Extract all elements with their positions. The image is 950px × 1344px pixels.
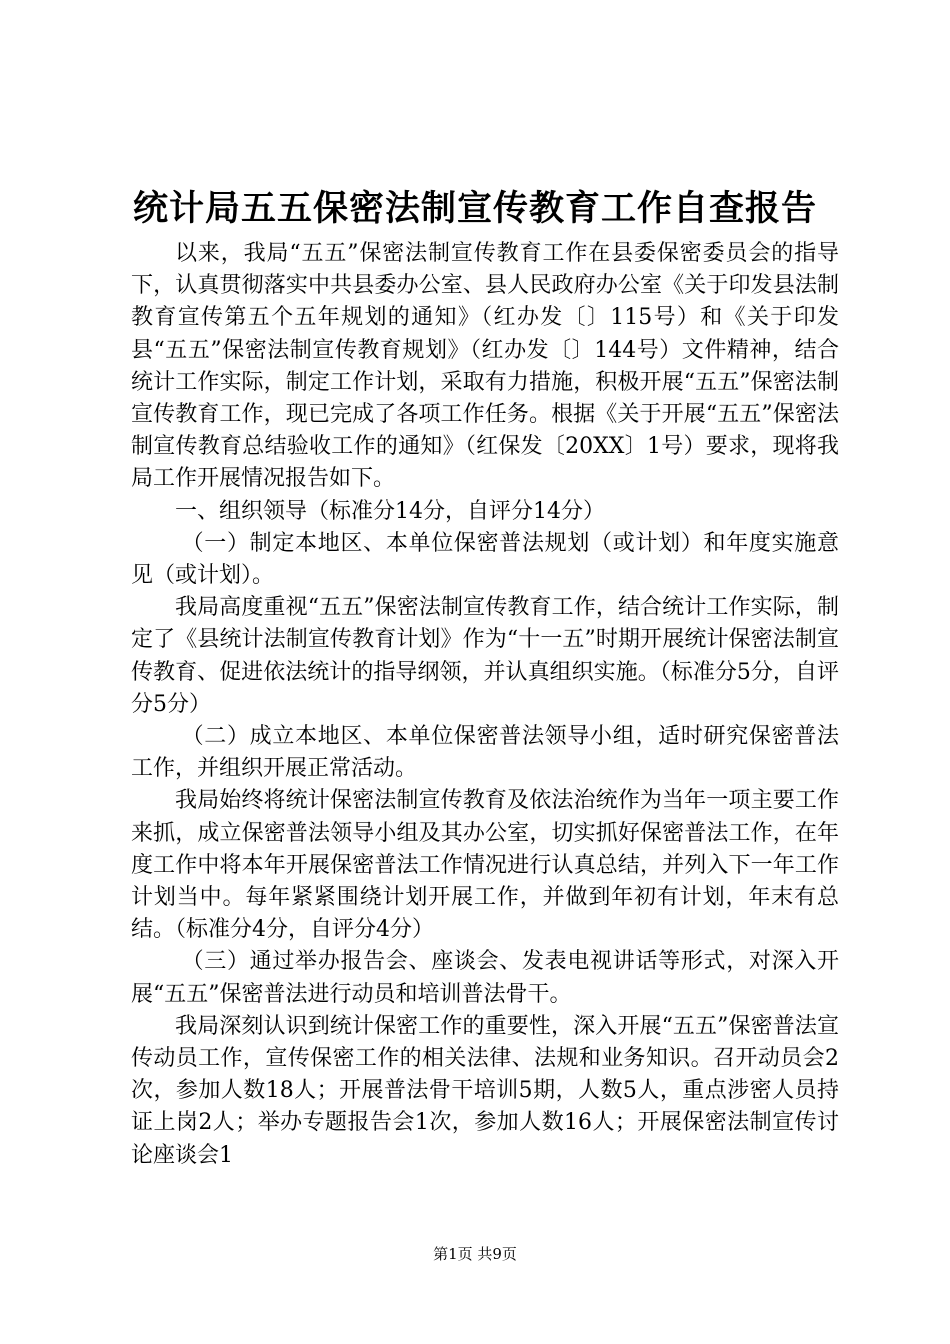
subsection-heading-1: （一）制定本地区、本单位保密普法规划（或计划）和年度实施意见（或计划）。 bbox=[131, 530, 839, 589]
page-footer: 第1页 共9页 bbox=[433, 1245, 517, 1263]
paragraph-1: 我局高度重视“五五”保密法制宣传教育工作，结合统计工作实际，制定了《县统计法制宣传教育计划》作为“十一五”时期开展统计保密法制宣传教育、促进依法统计的指导纲领，并认真组织实施。（标准分5分，自评分5分） bbox=[131, 595, 839, 717]
paragraph-2: 我局始终将统计保密法制宣传教育及依法治统作为当年一项主要工作来抓，成立保密普法领导小组及其办公室，切实抓好保密普法工作，在年度工作中将本年开展保密普法工作情况进行认真总结，并列入下一年工作计划当中。每年紧紧围绕计划开展工作，并做到年初有计划，年末有总结。（标准分4分，自评分4分） bbox=[131, 788, 839, 943]
subsection-heading-2: （二）成立本地区、本单位保密普法领导小组，适时研究保密普法工作，并组织开展正常活动。 bbox=[131, 724, 839, 782]
subsection-heading-3: （三）通过举办报告会、座谈会、发表电视讲话等形式，对深入开展“五五”保密普法进行动员和培训普法骨干。 bbox=[131, 949, 839, 1007]
section-heading-organization: 一、组织领导（标准分14分，自评分14分） bbox=[175, 498, 605, 524]
document-title: 统计局五五保密法制宣传教育工作自查报告 bbox=[132, 188, 817, 229]
document-body bbox=[131, 238, 839, 1172]
paragraph-intro: 以来，我局“五五”保密法制宣传教育工作在县委保密委员会的指导下，认真贯彻落实中共县委办公室、县人民政府办公室《关于印发县法制教育宣传第五个五年规划的通知》（红办发〔〕115号）和《关于印发县“五五”保密法制宣传教育规划》（红办发〔〕144号）文件精神，结合统计工作实际，制定工作计划，采取有力措施，积极开展“五五”保密法制宣传教育工作，现已完成了各项工作任务。根据《关于开展“五五”保密法制宣传教育总结验收工作的通知》（红保发〔20XX〕1号）要求，现将我局工作开展情况报告如下。 bbox=[131, 241, 839, 492]
paragraph-3: 我局深刻认识到统计保密工作的重要性，深入开展“五五”保密普法宣传动员工作，宣传保密工作的相关法律、法规和业务知识。召开动员会2次，参加人数18人；开展普法骨干培训5期，人数5人，重点涉密人员持证上岗2人；举办专题报告会1次，参加人数16人；开展保密法制宣传讨论座谈会1 bbox=[131, 1013, 839, 1168]
